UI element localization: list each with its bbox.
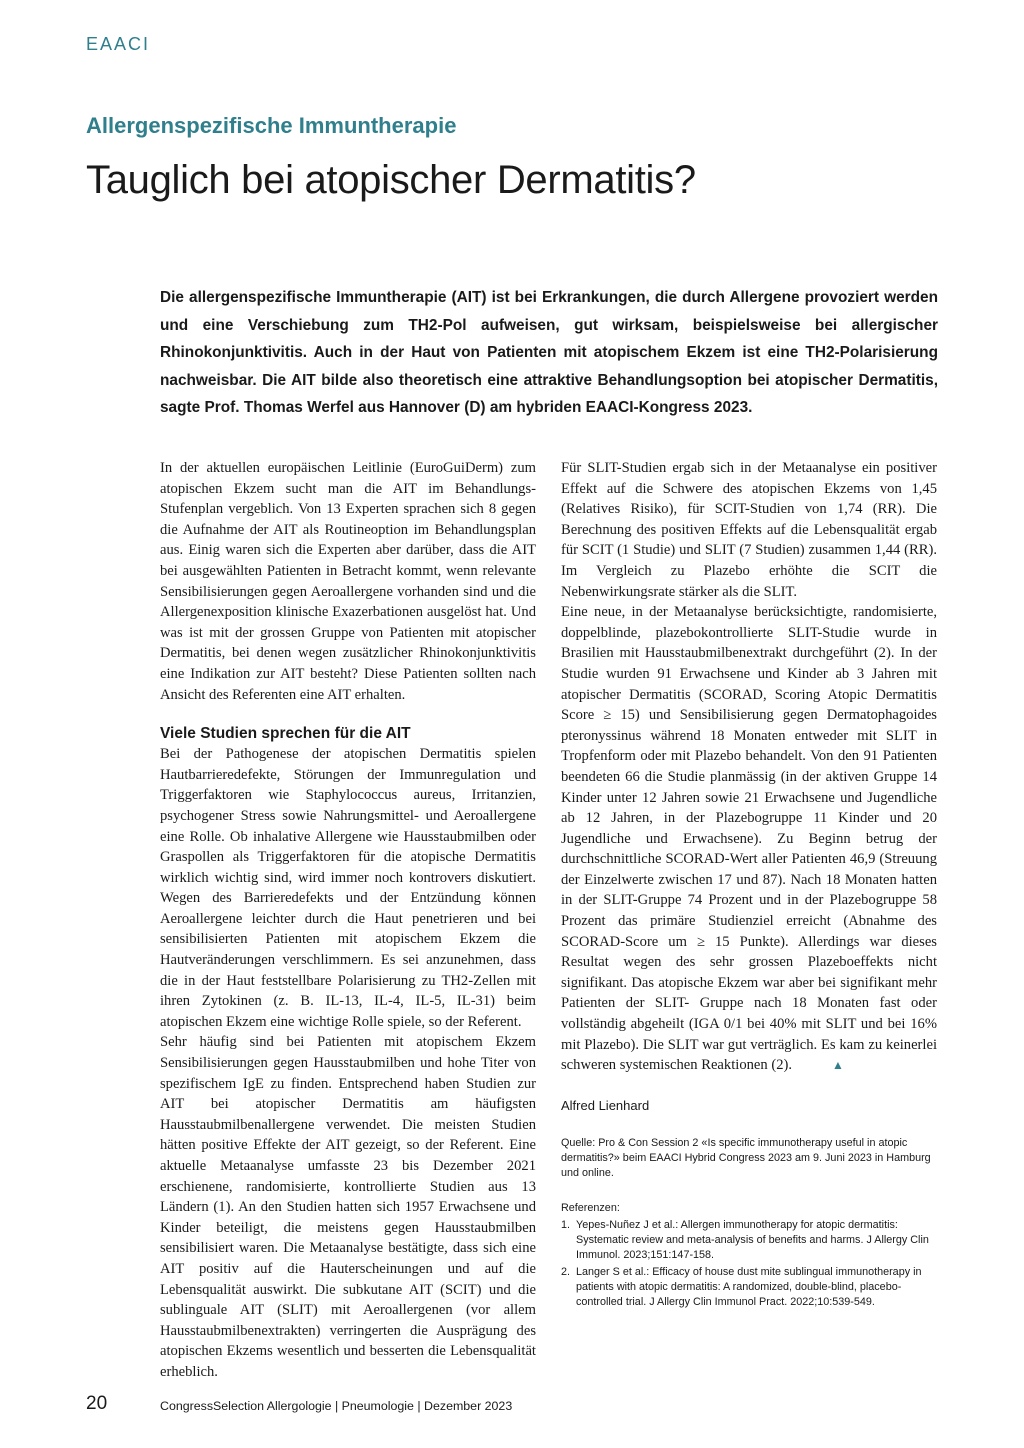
author-name: Alfred Lienhard <box>561 1097 650 1113</box>
end-of-article-icon: ▲ <box>832 1058 844 1073</box>
body-paragraph: In der aktuellen europäischen Leitlinie (EuroGuiDerm) zum atopischen Ekzem sucht man die AIT im Behandlungs-Stufenplan vergeblich. Von 13 Experten sprachen sich 8 gegen die Aufnahme der AIT als Routineoption im Behandlungsplan aus. Einig waren sich die Experten aber darüber, dass die AIT bei ausgewählten Patienten in Betracht kommt, wenn relevante Sensibilisierungen gegen Aeroallergene vorhanden sind und die Allergenexposition klinische Exazerbationen ausgelöst hat. Und was ist mit der grossen Gruppe von Patienten mit atopischer Dermatitis, bei denen wegen zusätzlicher Rhinokonjunktivitis eine Indikation zur AIT besteht? Diese Patienten sollten nach Ansicht des Referenten eine AIT erhalten. <box>160 460 536 703</box>
body-paragraph-text: Eine neue, in der Metaanalyse berücksichtigte, randomisierte, doppelblinde, plazebokontrollierte SLIT-Studie wurde in Brasilien mit Hausstaubmilbenextrakt durchgeführt (2). In der Studie wurden 91 Erwachsene und Kinder ab 3 Jahren mit atopischer Dermatitis (SCORAD, Scoring Atopic Dermatitis Score ≥ 15) und Sensibilisierung gegen Dermatophagoides pteronyssinus während 18 Monaten entweder mit SLIT in Tropfenform oder mit Plazebo behandelt. Von den 91 Patienten beendeten 66 die Studie planmässig (in der aktiven Gruppe 14 Kinder unter 12 Jahren sowie 21 Erwachsene und Jugendliche ab 12 Jahren, in der Plazebogruppe 11 Kinder und 20 Jugendliche und Erwachsene). Zu Beginn betrug der durchschnittliche SCORAD-Wert aller Patienten 46,9 (Streuung der Einzelwerte zwischen 17 und 87). Nach 18 Monaten hatten in der SLIT-Gruppe 74 Prozent und in der Plazebogruppe 58 Prozent das primäre Studienziel erreicht (Abnahme des SCORAD-Score um ≥ 15 Punkte). Allerdings war dieses Resultat wegen des sehr grossen Plazeboeffekts nicht signifikant. Das atopische Ekzem war aber bei signifikant mehr Patienten der SLIT- Gruppe nach 18 Monaten fast oder vollständig abgeheilt (IGA 0/1 bei 40% mit SLIT und bei 16% mit Plazebo). Die SLIT war gut verträglich. Es kam zu keinerlei schweren systemischen Reaktionen (2). <box>561 604 937 1074</box>
body-paragraph: Für SLIT-Studien ergab sich in der Metaanalyse ein positiver Effekt auf die Schwere des atopischen Ekzems von 1,45 (Relatives Risiko), für SCIT-Studien von 1,74 (RR). Die Berechnung des positiven Effekts auf die Lebensqualität ergab für SCIT (1 Studie) und SLIT (7 Studien) zusammen 1,44 (RR). Im Vergleich zu Plazebo erhöhte die SCIT die Nebenwirkungsrate stärker als die SLIT. <box>561 460 937 600</box>
publication-footer: CongressSelection Allergologie | Pneumologie | Dezember 2023 <box>160 1399 513 1413</box>
references-heading: Referenzen: <box>561 1202 620 1215</box>
reference-number: 1. <box>561 1219 571 1232</box>
body-paragraph: Bei der Pathogenese der atopischen Dermatitis spielen Hautbarrieredefekte, Störungen der Immunregulation und Triggerfaktoren wie Staphylococcus aureus, Irritanzien, psychogener Stress sowie Nahrungsmittel- und Aeroallergene eine Rolle. Ob inhalative Allergene wie Hausstaubmilben oder Graspollen als Triggerfaktoren für die atopische Dermatitis wirklich wichtig sind, wird immer noch kontrovers diskutiert. Wegen des Barrieredefekts und der Entzündung können Aeroallergene leichter durch die Haut penetrieren und bei sensibilisierten Patienten mit atopischem Ekzem die Hautveränderungen verschlimmern. Es sei anzunehmen, dass die in der Haut feststellbare Polarisierung zu TH2-Zellen mit ihren Zytokinen (z. B. IL-13, IL-4, IL-5, IL-31) beim atopischen Ekzem eine wichtige Rolle spiele, so der Referent. <box>160 746 536 1030</box>
source-note: Quelle: Pro & Con Session 2 «Is specific immunotherapy useful in atopic dermatitis?» beim EAACI Hybrid Congress 2023 am 9. Juni 2023 in Hamburg und online. <box>561 1137 931 1180</box>
reference-item <box>561 1265 937 1310</box>
text-column-right <box>561 458 937 1312</box>
page-number: 20 <box>86 1393 108 1414</box>
article-lead: Die allergenspezifische Immuntherapie (AIT) ist bei Erkrankungen, die durch Allergene provoziert werden und eine Verschiebung zum TH2-Pol aufweisen, gut wirksam, beispielsweise bei allergischer Rhinokonjunktivitis. Auch in der Haut von Patienten mit atopischem Ekzem ist eine TH2-Polarisierung nachweisbar. Die AIT bilde also theoretisch eine attraktive Behandlungsoption bei atopischer Dermatitis, sagte Prof. Thomas Werfel aus Hannover (D) am hybriden EAACI-Kongress 2023. <box>160 289 938 416</box>
text-column-left <box>160 458 536 1383</box>
references-list <box>561 1218 937 1310</box>
reference-text: Langer S et al.: Efficacy of house dust mite sublingual immunotherapy in patients with atopic dermatitis: A randomized, double-blind, placebo-controlled trial. J Allergy Clin Immunol Pract. 2022;10:539-549. <box>576 1266 922 1309</box>
reference-text: Yepes-Nuñez J et al.: Allergen immunotherapy for atopic dermatitis: Systematic review and meta-analysis of benefits and harms. J Allergy Clin Immunol. 2023;151:147-158. <box>576 1219 929 1262</box>
reference-item <box>561 1218 937 1263</box>
section-tag: EAACI <box>86 34 151 54</box>
article-title: Tauglich bei atopischer Dermatitis? <box>86 158 696 202</box>
article-kicker: Allergenspezifische Immuntherapie <box>86 113 457 138</box>
reference-number: 2. <box>561 1266 571 1279</box>
section-subheading: Viele Studien sprechen für die AIT <box>160 725 411 743</box>
body-paragraph <box>561 602 937 1076</box>
body-paragraph: Sehr häufig sind bei Patienten mit atopischem Ekzem Sensibilisierungen gegen Hausstaubmilben und hohe Titer von spezifischem IgE zu finden. Entsprechend haben Studien zur AIT bei atopischer Dermatitis am häufigsten Hausstaubmilbenallergene verwendet. Die meisten Studien hätten positive Effekte der AIT gezeigt, so der Referent. Eine aktuelle Metaanalyse umfasste 23 bis Dezember 2021 erschienene, randomisierte, kontrollierte Studien aus 13 Ländern (1). An den Studien hatten sich 1957 Erwachsene und Kinder beteiligt, die meistens gegen Hausstaubmilben sensibilisiert waren. Die Metaanalyse bestätigte, dass sich eine AIT positiv auf die Hauterscheinungen und auf die Lebensqualität auswirkt. Die subkutane AIT (SCIT) und die sublinguale AIT (SLIT) mit Aeroallergenen (vor allem Hausstaubmilbenextrakten) verringerten die Ausprägung des atopischen Ekzems wesentlich und besserten die Lebensqualität erheblich. <box>160 1034 536 1380</box>
